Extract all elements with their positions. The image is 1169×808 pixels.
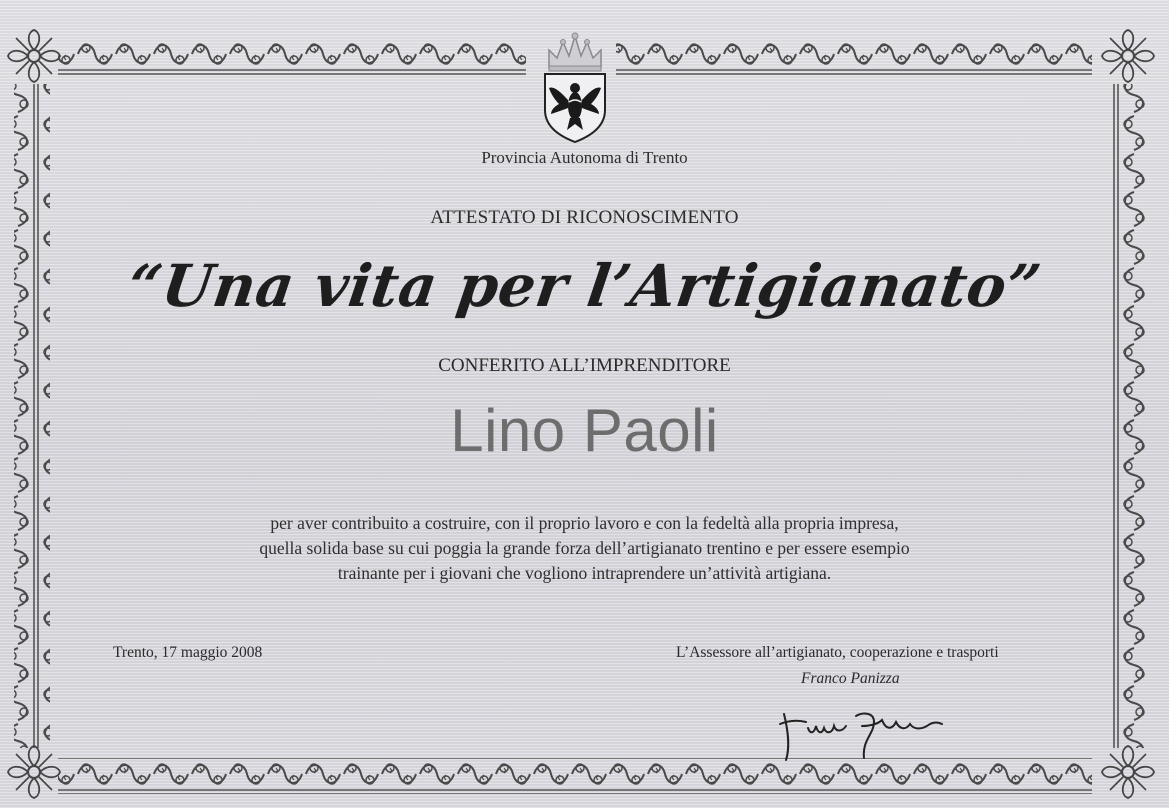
- signatory-role: L’Assessore all’artigianato, cooperazione e trasporti: [676, 644, 999, 661]
- crowned-eagle-coat-of-arms-icon: [537, 28, 613, 144]
- fleur-ornament-icon: [8, 30, 60, 82]
- motivation-line: per aver contribuito a costruire, con il proprio lavoro e con la fedeltà alla propria impresa,: [270, 513, 899, 533]
- recipient-name: Lino Paoli: [450, 397, 719, 464]
- signatory-name: Franco Panizza: [801, 670, 900, 687]
- issuer-name: Provincia Autonoma di Trento: [481, 148, 688, 167]
- motivation-line: quella solida base su cui poggia la grande forza dell’artigianato trentino e per essere esempio: [259, 538, 910, 558]
- conferred-line: CONFERITO ALL’IMPRENDITORE: [438, 355, 731, 376]
- place-and-date: Trento, 17 maggio 2008: [113, 644, 263, 661]
- motivation-line: trainante per i giovani che vogliono intraprendere un’attività artigiana.: [337, 563, 832, 583]
- award-title: “Una vita per l’Artigianato”: [123, 252, 1046, 320]
- handwritten-signature: [778, 700, 948, 766]
- document-type: ATTESTATO DI RICONOSCIMENTO: [430, 207, 739, 228]
